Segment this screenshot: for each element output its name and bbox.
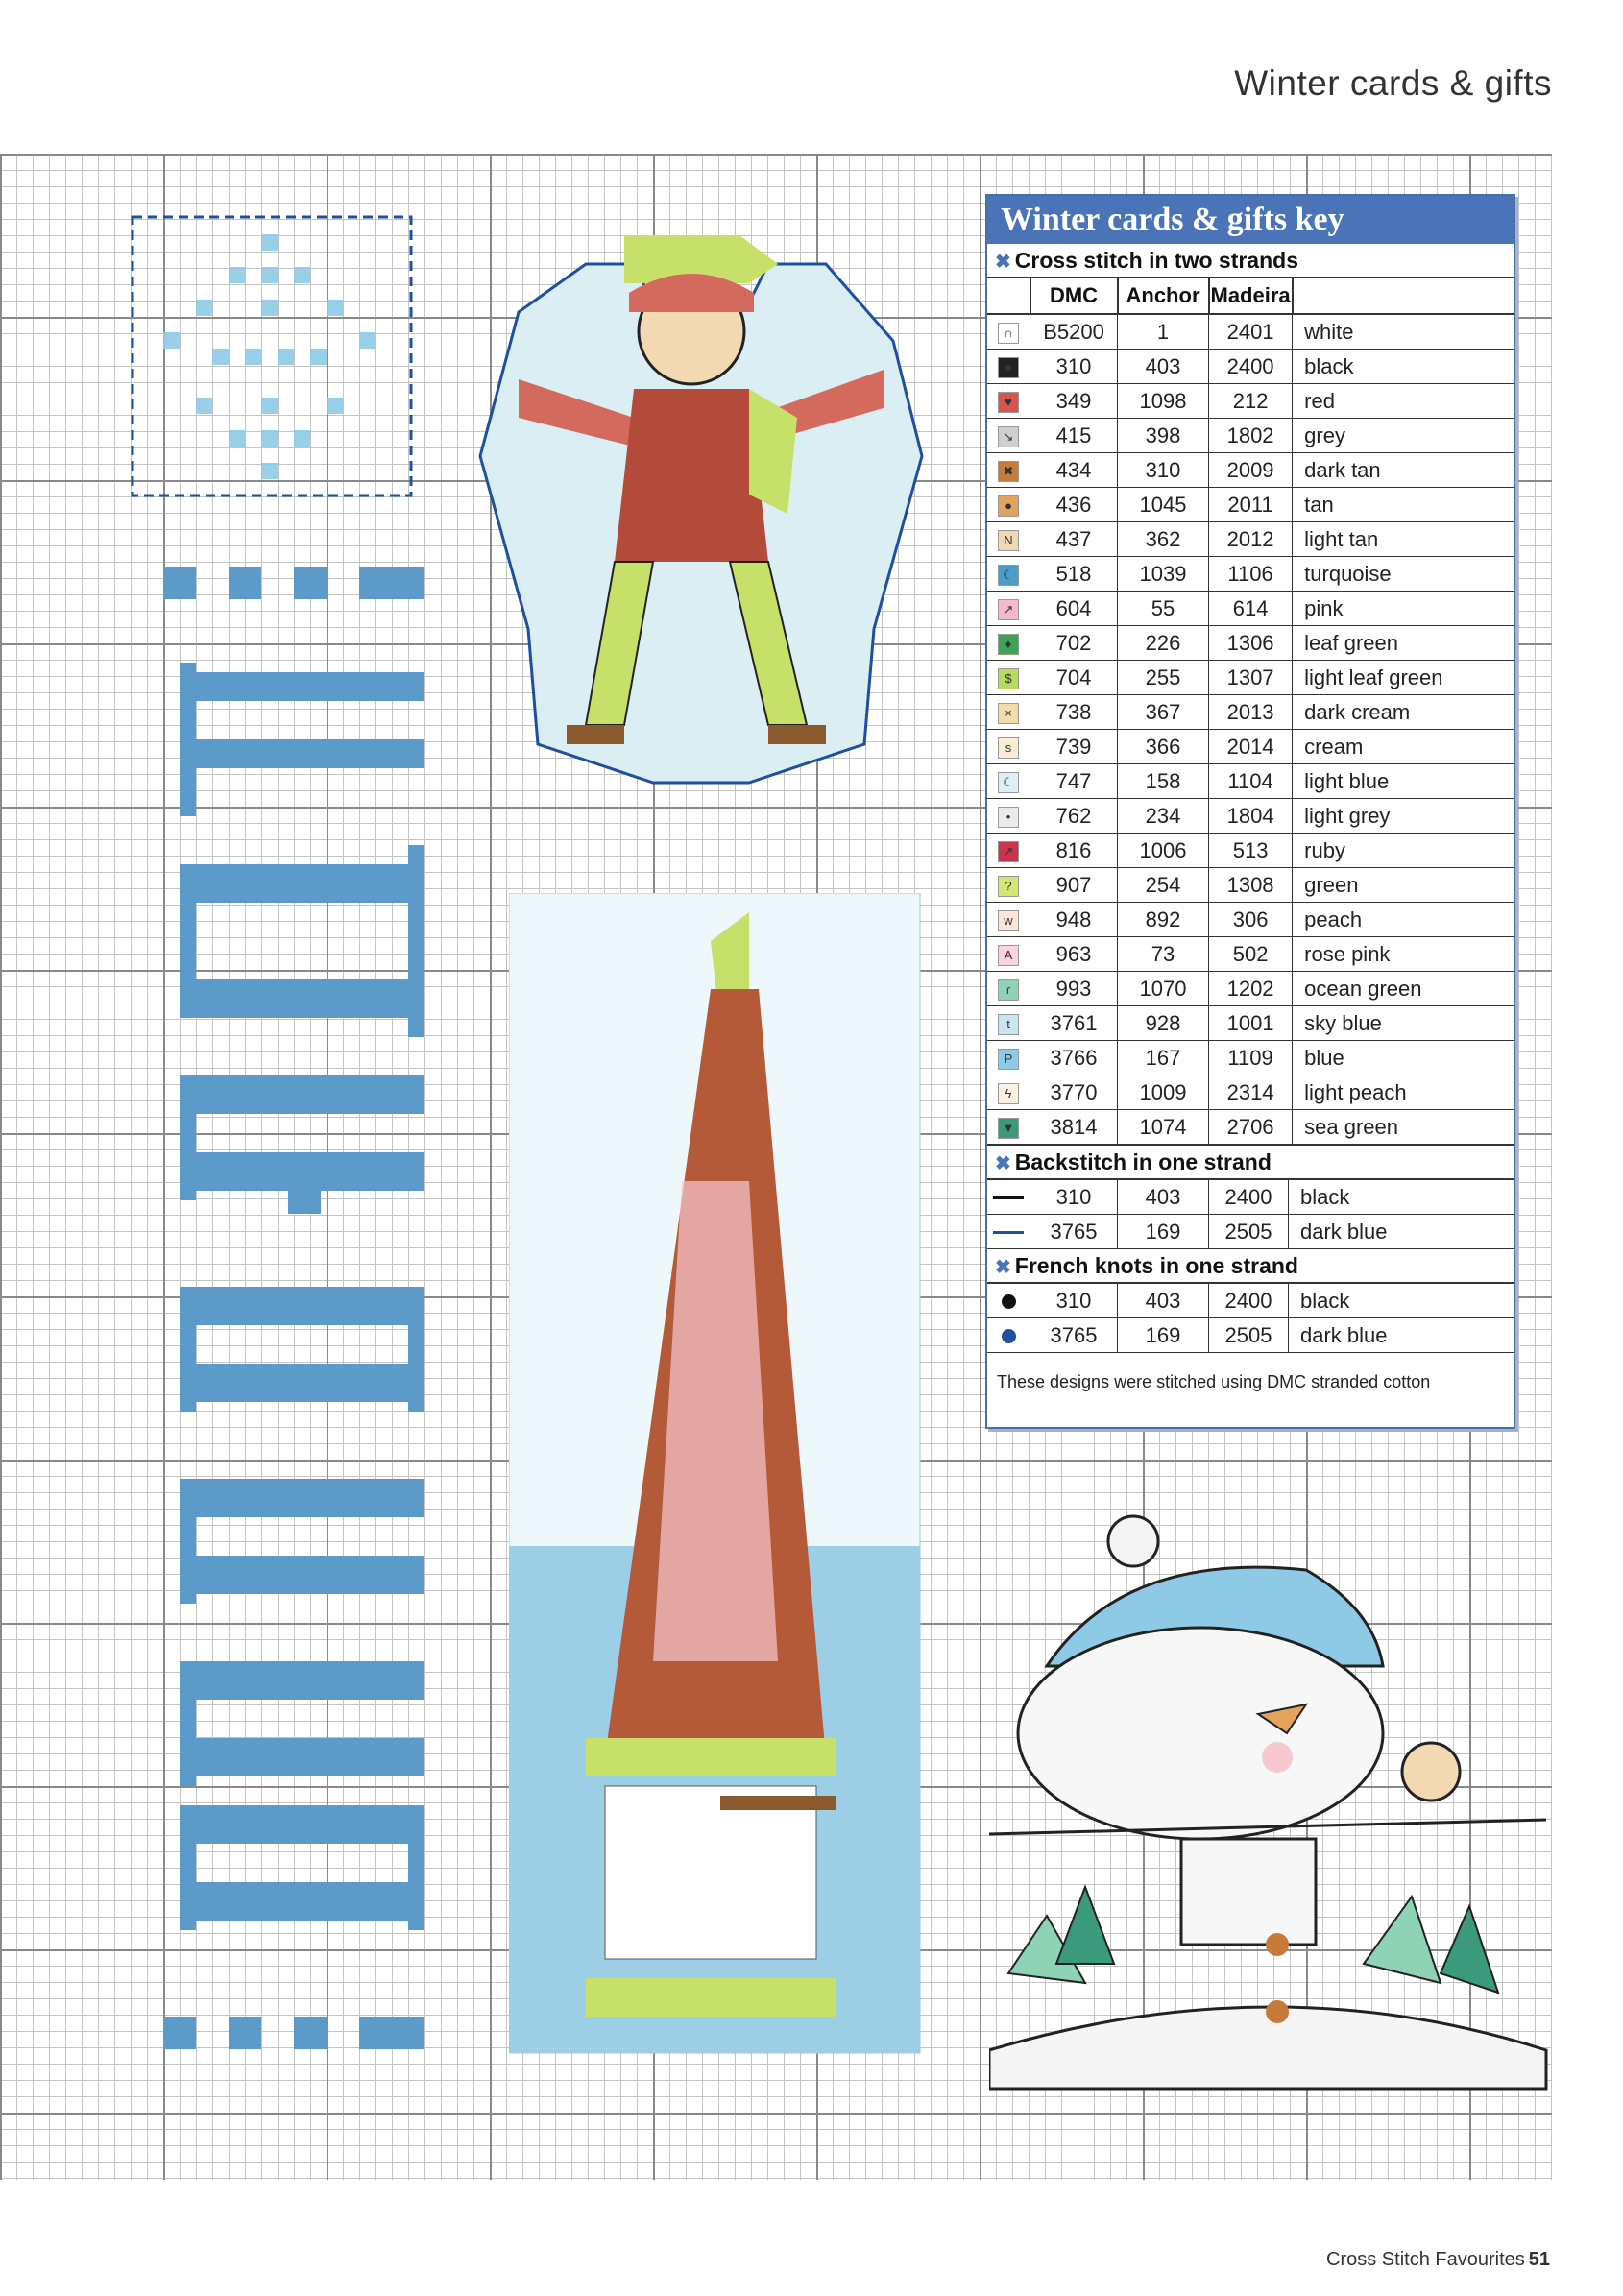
backstitch-section-heading: ✖ Backstitch in one strand	[987, 1145, 1514, 1180]
colour-name: light blue	[1293, 764, 1514, 799]
colour-name: rose pink	[1293, 937, 1514, 972]
madeira-code: 1307	[1209, 661, 1293, 695]
key-row	[987, 937, 1514, 972]
symbol-cell	[987, 1041, 1030, 1075]
symbol-cell	[987, 661, 1030, 695]
dmc-code: 3761	[1030, 1006, 1118, 1041]
anchor-code: 1039	[1118, 557, 1209, 592]
thread-swatch-icon: ●	[998, 495, 1019, 517]
thread-swatch-icon: N	[998, 530, 1019, 551]
dmc-code: 3814	[1030, 1110, 1118, 1145]
symbol-cell	[987, 730, 1030, 764]
madeira-code: 1804	[1209, 799, 1293, 834]
symbol-cell	[987, 1284, 1030, 1318]
key-row	[987, 1284, 1514, 1318]
anchor-code: 1070	[1118, 972, 1209, 1006]
key-row	[987, 764, 1514, 799]
madeira-code: 1109	[1209, 1041, 1293, 1075]
key-row	[987, 661, 1514, 695]
thread-swatch-icon: $	[998, 668, 1019, 689]
colour-name: dark blue	[1289, 1215, 1514, 1249]
thread-swatch-icon: A	[998, 945, 1019, 966]
anchor-code: 1074	[1118, 1110, 1209, 1145]
madeira-code: 2013	[1209, 695, 1293, 730]
dmc-code: B5200	[1030, 314, 1118, 350]
colour-name: red	[1293, 384, 1514, 419]
thread-swatch-icon: ↗	[998, 599, 1019, 620]
key-row	[987, 903, 1514, 937]
thread-swatch-icon: ♥	[998, 392, 1019, 413]
colour-name: light peach	[1293, 1075, 1514, 1110]
thread-swatch-icon: t	[998, 1014, 1019, 1035]
key-row	[987, 972, 1514, 1006]
snowman-motif	[989, 1512, 1556, 2117]
symbol-cell	[987, 1110, 1030, 1145]
symbol-cell	[987, 592, 1030, 626]
key-row	[987, 419, 1514, 453]
key-row	[987, 1041, 1514, 1075]
key-row	[987, 799, 1514, 834]
dmc-code: 310	[1030, 1284, 1118, 1318]
dmc-code: 437	[1030, 522, 1118, 557]
anchor-code: 1	[1118, 314, 1209, 350]
anchor-code: 1006	[1118, 834, 1209, 868]
colour-name: dark tan	[1293, 453, 1514, 488]
anchor-code: 169	[1118, 1318, 1209, 1353]
thread-swatch-icon: ☾	[998, 772, 1019, 793]
anchor-code: 1045	[1118, 488, 1209, 522]
thread-swatch-icon: ɾ	[998, 979, 1019, 1001]
key-row	[987, 1110, 1514, 1145]
key-row	[987, 350, 1514, 384]
key-row	[987, 1006, 1514, 1041]
key-row	[987, 730, 1514, 764]
anchor-code: 892	[1118, 903, 1209, 937]
madeira-code: 2014	[1209, 730, 1293, 764]
symbol-cell	[987, 557, 1030, 592]
dmc-code: 702	[1030, 626, 1118, 661]
dmc-code: 993	[1030, 972, 1118, 1006]
colour-name: turquoise	[1293, 557, 1514, 592]
anchor-code: 367	[1118, 695, 1209, 730]
anchor-code: 366	[1118, 730, 1209, 764]
anchor-code: 403	[1118, 1180, 1209, 1215]
key-row	[987, 453, 1514, 488]
symbol-cell	[987, 419, 1030, 453]
french-knot-dot-icon	[1002, 1294, 1016, 1309]
colour-name: ocean green	[1293, 972, 1514, 1006]
symbol-cell	[987, 350, 1030, 384]
madeira-code: 2400	[1209, 1180, 1289, 1215]
madeira-code: 212	[1209, 384, 1293, 419]
madeira-code: 2505	[1209, 1215, 1289, 1249]
madeira-code: 1306	[1209, 626, 1293, 661]
anchor-code: 226	[1118, 626, 1209, 661]
thread-swatch-icon: ♦	[998, 634, 1019, 655]
colour-name: black	[1289, 1180, 1514, 1215]
dmc-code: 3770	[1030, 1075, 1118, 1110]
madeira-code: 2314	[1209, 1075, 1293, 1110]
thread-swatch-icon: ϟ	[998, 1083, 1019, 1104]
key-row	[987, 384, 1514, 419]
dmc-code: 816	[1030, 834, 1118, 868]
madeira-code: 614	[1209, 592, 1293, 626]
dmc-column-header: DMC	[1030, 278, 1118, 314]
thread-swatch-icon: ×	[998, 703, 1019, 724]
symbol-cell	[987, 972, 1030, 1006]
colour-name: dark cream	[1293, 695, 1514, 730]
thread-swatch-icon: ↘	[998, 426, 1019, 447]
key-row	[987, 1318, 1514, 1353]
colour-name: pink	[1293, 592, 1514, 626]
anchor-code: 255	[1118, 661, 1209, 695]
thread-swatch-icon: ▼	[998, 1118, 1019, 1139]
page-footer	[1326, 2249, 1550, 2271]
key-row	[987, 1075, 1514, 1110]
thread-swatch-icon: •	[998, 807, 1019, 828]
key-row	[987, 868, 1514, 903]
symbol-cell	[987, 1215, 1030, 1249]
dmc-code: 415	[1030, 419, 1118, 453]
thread-swatch-icon: ✖	[998, 461, 1019, 482]
dmc-code: 3765	[1030, 1215, 1118, 1249]
symbol-cell	[987, 1006, 1030, 1041]
name-column-header	[1293, 278, 1514, 314]
thread-swatch-icon: ☾	[998, 565, 1019, 586]
symbol-cell	[987, 764, 1030, 799]
symbol-cell	[987, 1075, 1030, 1110]
symbol-cell	[987, 488, 1030, 522]
backstitch-line-icon	[993, 1231, 1024, 1234]
madeira-code: 2400	[1209, 350, 1293, 384]
key-row	[987, 1215, 1514, 1249]
thread-swatch-icon: P	[998, 1049, 1019, 1070]
madeira-code: 1001	[1209, 1006, 1293, 1041]
thread-swatch-icon: ∩	[998, 323, 1019, 344]
anchor-code: 310	[1118, 453, 1209, 488]
dmc-code: 762	[1030, 799, 1118, 834]
backstitch-line-icon	[993, 1196, 1024, 1199]
colour-name: grey	[1293, 419, 1514, 453]
magazine-name: Cross Stitch Favourites	[1326, 2249, 1525, 2270]
anchor-code: 1098	[1118, 384, 1209, 419]
dmc-code: 739	[1030, 730, 1118, 764]
symbol-cell	[987, 626, 1030, 661]
page-number: 51	[1528, 2249, 1550, 2270]
madeira-code: 306	[1209, 903, 1293, 937]
madeira-code: 2400	[1209, 1284, 1289, 1318]
madeira-code: 2401	[1209, 314, 1293, 350]
symbol-cell	[987, 522, 1030, 557]
dmc-code: 310	[1030, 1180, 1118, 1215]
dmc-code: 3766	[1030, 1041, 1118, 1075]
anchor-code: 403	[1118, 1284, 1209, 1318]
key-row	[987, 834, 1514, 868]
madeira-code: 2012	[1209, 522, 1293, 557]
madeira-code: 2505	[1209, 1318, 1289, 1353]
colour-name: green	[1293, 868, 1514, 903]
colour-name: light leaf green	[1293, 661, 1514, 695]
french-knots-table	[987, 1284, 1514, 1353]
key-row	[987, 314, 1514, 350]
cross-stitch-table	[987, 278, 1514, 1145]
colour-name: leaf green	[1293, 626, 1514, 661]
dmc-code: 604	[1030, 592, 1118, 626]
dmc-code: 738	[1030, 695, 1118, 730]
colour-name: sky blue	[1293, 1006, 1514, 1041]
colour-name: ruby	[1293, 834, 1514, 868]
backstitch-table	[987, 1180, 1514, 1249]
anchor-code: 398	[1118, 419, 1209, 453]
cross-stitch-section-heading: ✖ Cross stitch in two strands	[987, 244, 1514, 278]
colour-name: white	[1293, 314, 1514, 350]
thread-key-panel	[985, 194, 1515, 1429]
anchor-code: 55	[1118, 592, 1209, 626]
colour-name: black	[1289, 1284, 1514, 1318]
dmc-code: 310	[1030, 350, 1118, 384]
anchor-column-header: Anchor	[1118, 278, 1209, 314]
x-marker-icon: ✖	[995, 1257, 1011, 1278]
key-note: These designs were stitched using DMC stranded cotton	[997, 1372, 1431, 1391]
dmc-code: 704	[1030, 661, 1118, 695]
colour-name: black	[1293, 350, 1514, 384]
madeira-code: 1308	[1209, 868, 1293, 903]
symbol-cell	[987, 1180, 1030, 1215]
madeira-code: 502	[1209, 937, 1293, 972]
anchor-code: 1009	[1118, 1075, 1209, 1110]
snowflake-motif	[131, 215, 415, 499]
x-marker-icon: ✖	[995, 1153, 1011, 1174]
anchor-code: 158	[1118, 764, 1209, 799]
dmc-code: 518	[1030, 557, 1118, 592]
key-row	[987, 626, 1514, 661]
thread-swatch-icon: s	[998, 737, 1019, 759]
symbol-cell	[987, 695, 1030, 730]
key-row	[987, 592, 1514, 626]
symbol-cell	[987, 1318, 1030, 1353]
french-knot-dot-icon	[1002, 1329, 1016, 1343]
madeira-code: 513	[1209, 834, 1293, 868]
key-row	[987, 695, 1514, 730]
thread-swatch-icon: ■	[998, 357, 1019, 378]
snow-angel-motif	[461, 226, 941, 792]
dmc-code: 948	[1030, 903, 1118, 937]
page-header-title: Winter cards & gifts	[1234, 63, 1552, 103]
dmc-code: 349	[1030, 384, 1118, 419]
symbol-cell	[987, 314, 1030, 350]
colour-name: light tan	[1293, 522, 1514, 557]
dmc-code: 434	[1030, 453, 1118, 488]
dmc-code: 3765	[1030, 1318, 1118, 1353]
madeira-code: 2009	[1209, 453, 1293, 488]
madeira-code: 2011	[1209, 488, 1293, 522]
colour-name: peach	[1293, 903, 1514, 937]
thread-swatch-icon: ?	[998, 876, 1019, 897]
madeira-code: 2706	[1209, 1110, 1293, 1145]
colour-name: cream	[1293, 730, 1514, 764]
madeira-code: 1104	[1209, 764, 1293, 799]
symbol-cell	[987, 868, 1030, 903]
anchor-code: 234	[1118, 799, 1209, 834]
vertical-lettering-motif	[163, 557, 442, 2113]
bookmark-tree-motif	[509, 893, 922, 2055]
dmc-code: 436	[1030, 488, 1118, 522]
dmc-code: 963	[1030, 937, 1118, 972]
symbol-cell	[987, 903, 1030, 937]
colour-name: tan	[1293, 488, 1514, 522]
symbol-cell	[987, 834, 1030, 868]
colour-name: sea green	[1293, 1110, 1514, 1145]
anchor-code: 254	[1118, 868, 1209, 903]
key-row	[987, 1180, 1514, 1215]
anchor-code: 169	[1118, 1215, 1209, 1249]
x-marker-icon: ✖	[995, 252, 1011, 273]
dmc-code: 907	[1030, 868, 1118, 903]
colour-name: blue	[1293, 1041, 1514, 1075]
thread-swatch-icon: w	[998, 910, 1019, 931]
symbol-cell	[987, 937, 1030, 972]
key-row	[987, 557, 1514, 592]
anchor-code: 362	[1118, 522, 1209, 557]
anchor-code: 928	[1118, 1006, 1209, 1041]
thread-swatch-icon: ↗	[998, 841, 1019, 862]
french-knots-section-heading: ✖ French knots in one strand	[987, 1249, 1514, 1284]
anchor-code: 167	[1118, 1041, 1209, 1075]
key-row	[987, 488, 1514, 522]
madeira-code: 1202	[1209, 972, 1293, 1006]
symbol-cell	[987, 384, 1030, 419]
colour-name: light grey	[1293, 799, 1514, 834]
anchor-code: 73	[1118, 937, 1209, 972]
symbol-cell	[987, 453, 1030, 488]
madeira-code: 1802	[1209, 419, 1293, 453]
colour-name: dark blue	[1289, 1318, 1514, 1353]
anchor-code: 403	[1118, 350, 1209, 384]
symbol-cell	[987, 799, 1030, 834]
key-title: Winter cards & gifts key	[987, 196, 1514, 244]
symbol-column-header	[987, 278, 1030, 314]
madeira-column-header: Madeira	[1209, 278, 1293, 314]
madeira-code: 1106	[1209, 557, 1293, 592]
key-row	[987, 522, 1514, 557]
dmc-code: 747	[1030, 764, 1118, 799]
